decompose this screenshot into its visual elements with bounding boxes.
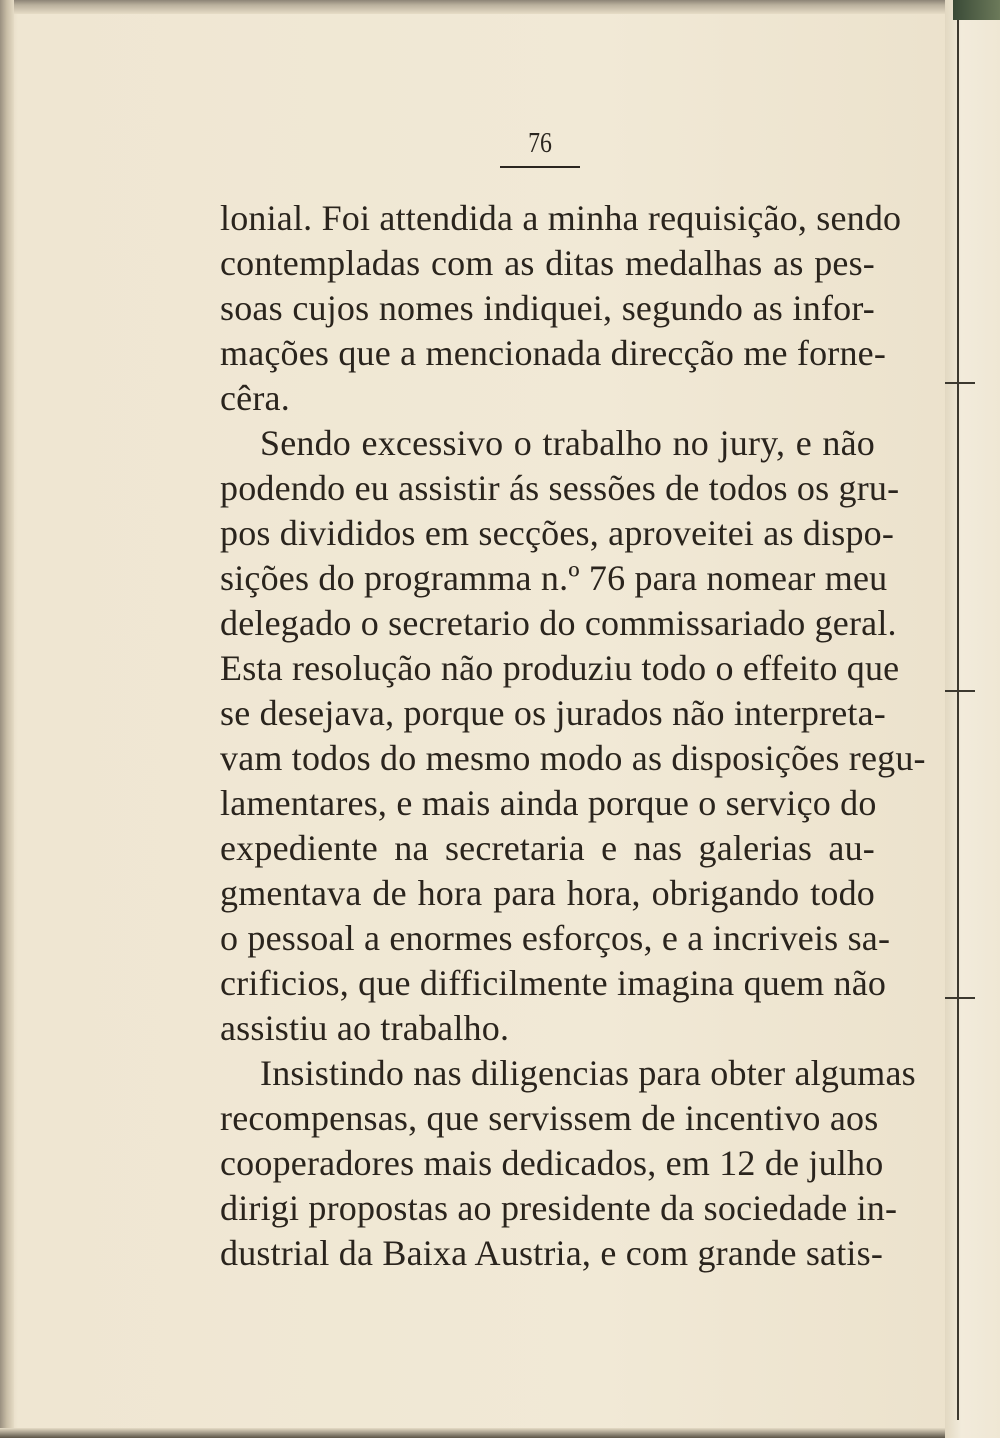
text-line: o pessoal a enormes esforços, e a incriveis sa- — [220, 918, 891, 958]
text-line: pos divididos em secções, aproveitei as dispo- — [220, 513, 895, 553]
text-line: Sendo excessivo o trabalho no jury, e não — [260, 423, 875, 463]
text-line: soas cujos nomes indiquei, segundo as infor- — [220, 288, 875, 328]
text-line: gmentava de hora para hora, obrigando todo — [220, 873, 875, 913]
text-line: crificios, que difficilmente imagina quem não — [220, 963, 887, 1003]
text-line: mações que a mencionada direcção me forne- — [220, 333, 887, 373]
binding-tick — [945, 690, 975, 692]
text-line: assistiu ao trabalho. — [220, 1008, 510, 1048]
binding-tick — [945, 997, 975, 999]
text-line: expediente na secretaria e nas galerias au- — [220, 828, 875, 868]
text-line: Esta resolução não produziu todo o effeito que — [220, 648, 900, 688]
binding-tick — [945, 382, 975, 384]
page-number-rule — [500, 166, 580, 168]
text-line: sições do programma n.º 76 para nomear meu — [220, 558, 888, 598]
text-line: delegado o secretario do commissariado geral. — [220, 603, 897, 643]
binding-corner — [953, 0, 1000, 20]
text-line: Insistindo nas diligencias para obter algumas — [260, 1053, 916, 1093]
page-bottom-edge — [0, 1428, 1000, 1438]
text-line: lamentares, e mais ainda porque o serviço do — [220, 783, 877, 823]
text-line: se desejava, porque os jurados não interpreta- — [220, 693, 886, 733]
text-line: dustrial da Baixa Austria, e com grande satis- — [220, 1233, 884, 1273]
text-line: lonial. Foi attendida a minha requisição, sendo — [220, 198, 902, 238]
body-text — [220, 196, 926, 1276]
text-line: recompensas, que servissem de incentivo aos — [220, 1098, 879, 1138]
text-line: contempladas com as ditas medalhas as pes- — [220, 243, 875, 283]
text-line: dirigi propostas ao presidente da sociedade in- — [220, 1188, 898, 1228]
text-line: cêra. — [220, 378, 290, 418]
text-line: vam todos do mesmo modo as disposições regu- — [220, 738, 926, 778]
page-top-edge — [0, 0, 1000, 14]
text-line: podendo eu assistir ás sessões de todos os gru- — [220, 468, 900, 508]
page-left-edge — [0, 0, 14, 1438]
text-line: cooperadores mais dedicados, em 12 de julho — [220, 1143, 884, 1183]
page-number: 76 — [528, 128, 552, 159]
binding-line — [957, 20, 959, 1420]
right-binding-margin — [945, 0, 1000, 1438]
